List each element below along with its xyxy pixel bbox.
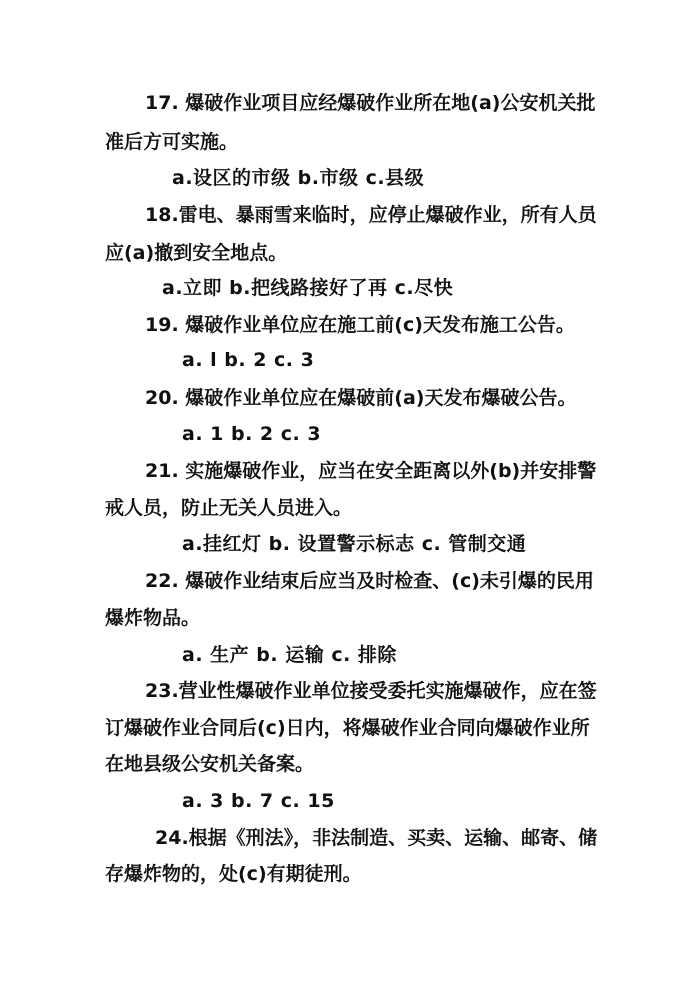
question-17-options: a.设区的市级 b.市级 c.县级 xyxy=(172,167,425,189)
question-17-line-1: 17. 爆破作业项目应经爆破作业所在地(a)公安机关批 xyxy=(145,92,596,114)
question-23-line-1: 23.营业性爆破作业单位接受委托实施爆破作，应在签 xyxy=(145,680,597,702)
question-18-line-1: 18.雷电、暴雨雪来临时，应停止爆破作业，所有人员 xyxy=(145,204,597,226)
question-24-line-2: 存爆炸物的，处(c)有期徒刑。 xyxy=(105,863,362,885)
question-18-line-2: 应(a)撤到安全地点。 xyxy=(105,242,288,264)
question-18-options: a.立即 b.把线路接好了再 c.尽快 xyxy=(162,277,454,299)
question-22-options: a. 生产 b. 运输 c. 排除 xyxy=(182,644,397,666)
question-23-line-3: 在地县级公安机关备案。 xyxy=(105,753,315,775)
question-20-options: a. 1 b. 2 c. 3 xyxy=(182,423,322,445)
question-21-options: a.挂红灯 b. 设置警示标志 c. 管制交通 xyxy=(182,533,527,555)
question-20-line-1: 20. 爆破作业单位应在爆破前(a)天发布爆破公告。 xyxy=(145,387,577,409)
question-23-options: a. 3 b. 7 c. 15 xyxy=(182,790,335,812)
question-19-line-1: 19. 爆破作业单位应在施工前(c)天发布施工公告。 xyxy=(145,314,575,336)
question-22-line-1: 22. 爆破作业结束后应当及时检查、(c)未引爆的民用 xyxy=(145,570,594,592)
question-17-line-2: 准后方可实施。 xyxy=(105,131,239,153)
question-21-line-1: 21. 实施爆破作业，应当在安全距离以外(b)并安排警 xyxy=(145,460,597,482)
question-22-line-2: 爆炸物品。 xyxy=(105,607,201,629)
question-21-line-2: 戒人员，防止无关人员进入。 xyxy=(105,497,353,519)
question-19-options: a. l b. 2 c. 3 xyxy=(182,349,315,371)
question-24-line-1: 24.根据《刑法》，非法制造、买卖、运输、邮寄、储 xyxy=(155,827,598,849)
question-23-line-2: 订爆破作业合同后(c)日内，将爆破作业合同向爆破作业所 xyxy=(105,717,590,739)
